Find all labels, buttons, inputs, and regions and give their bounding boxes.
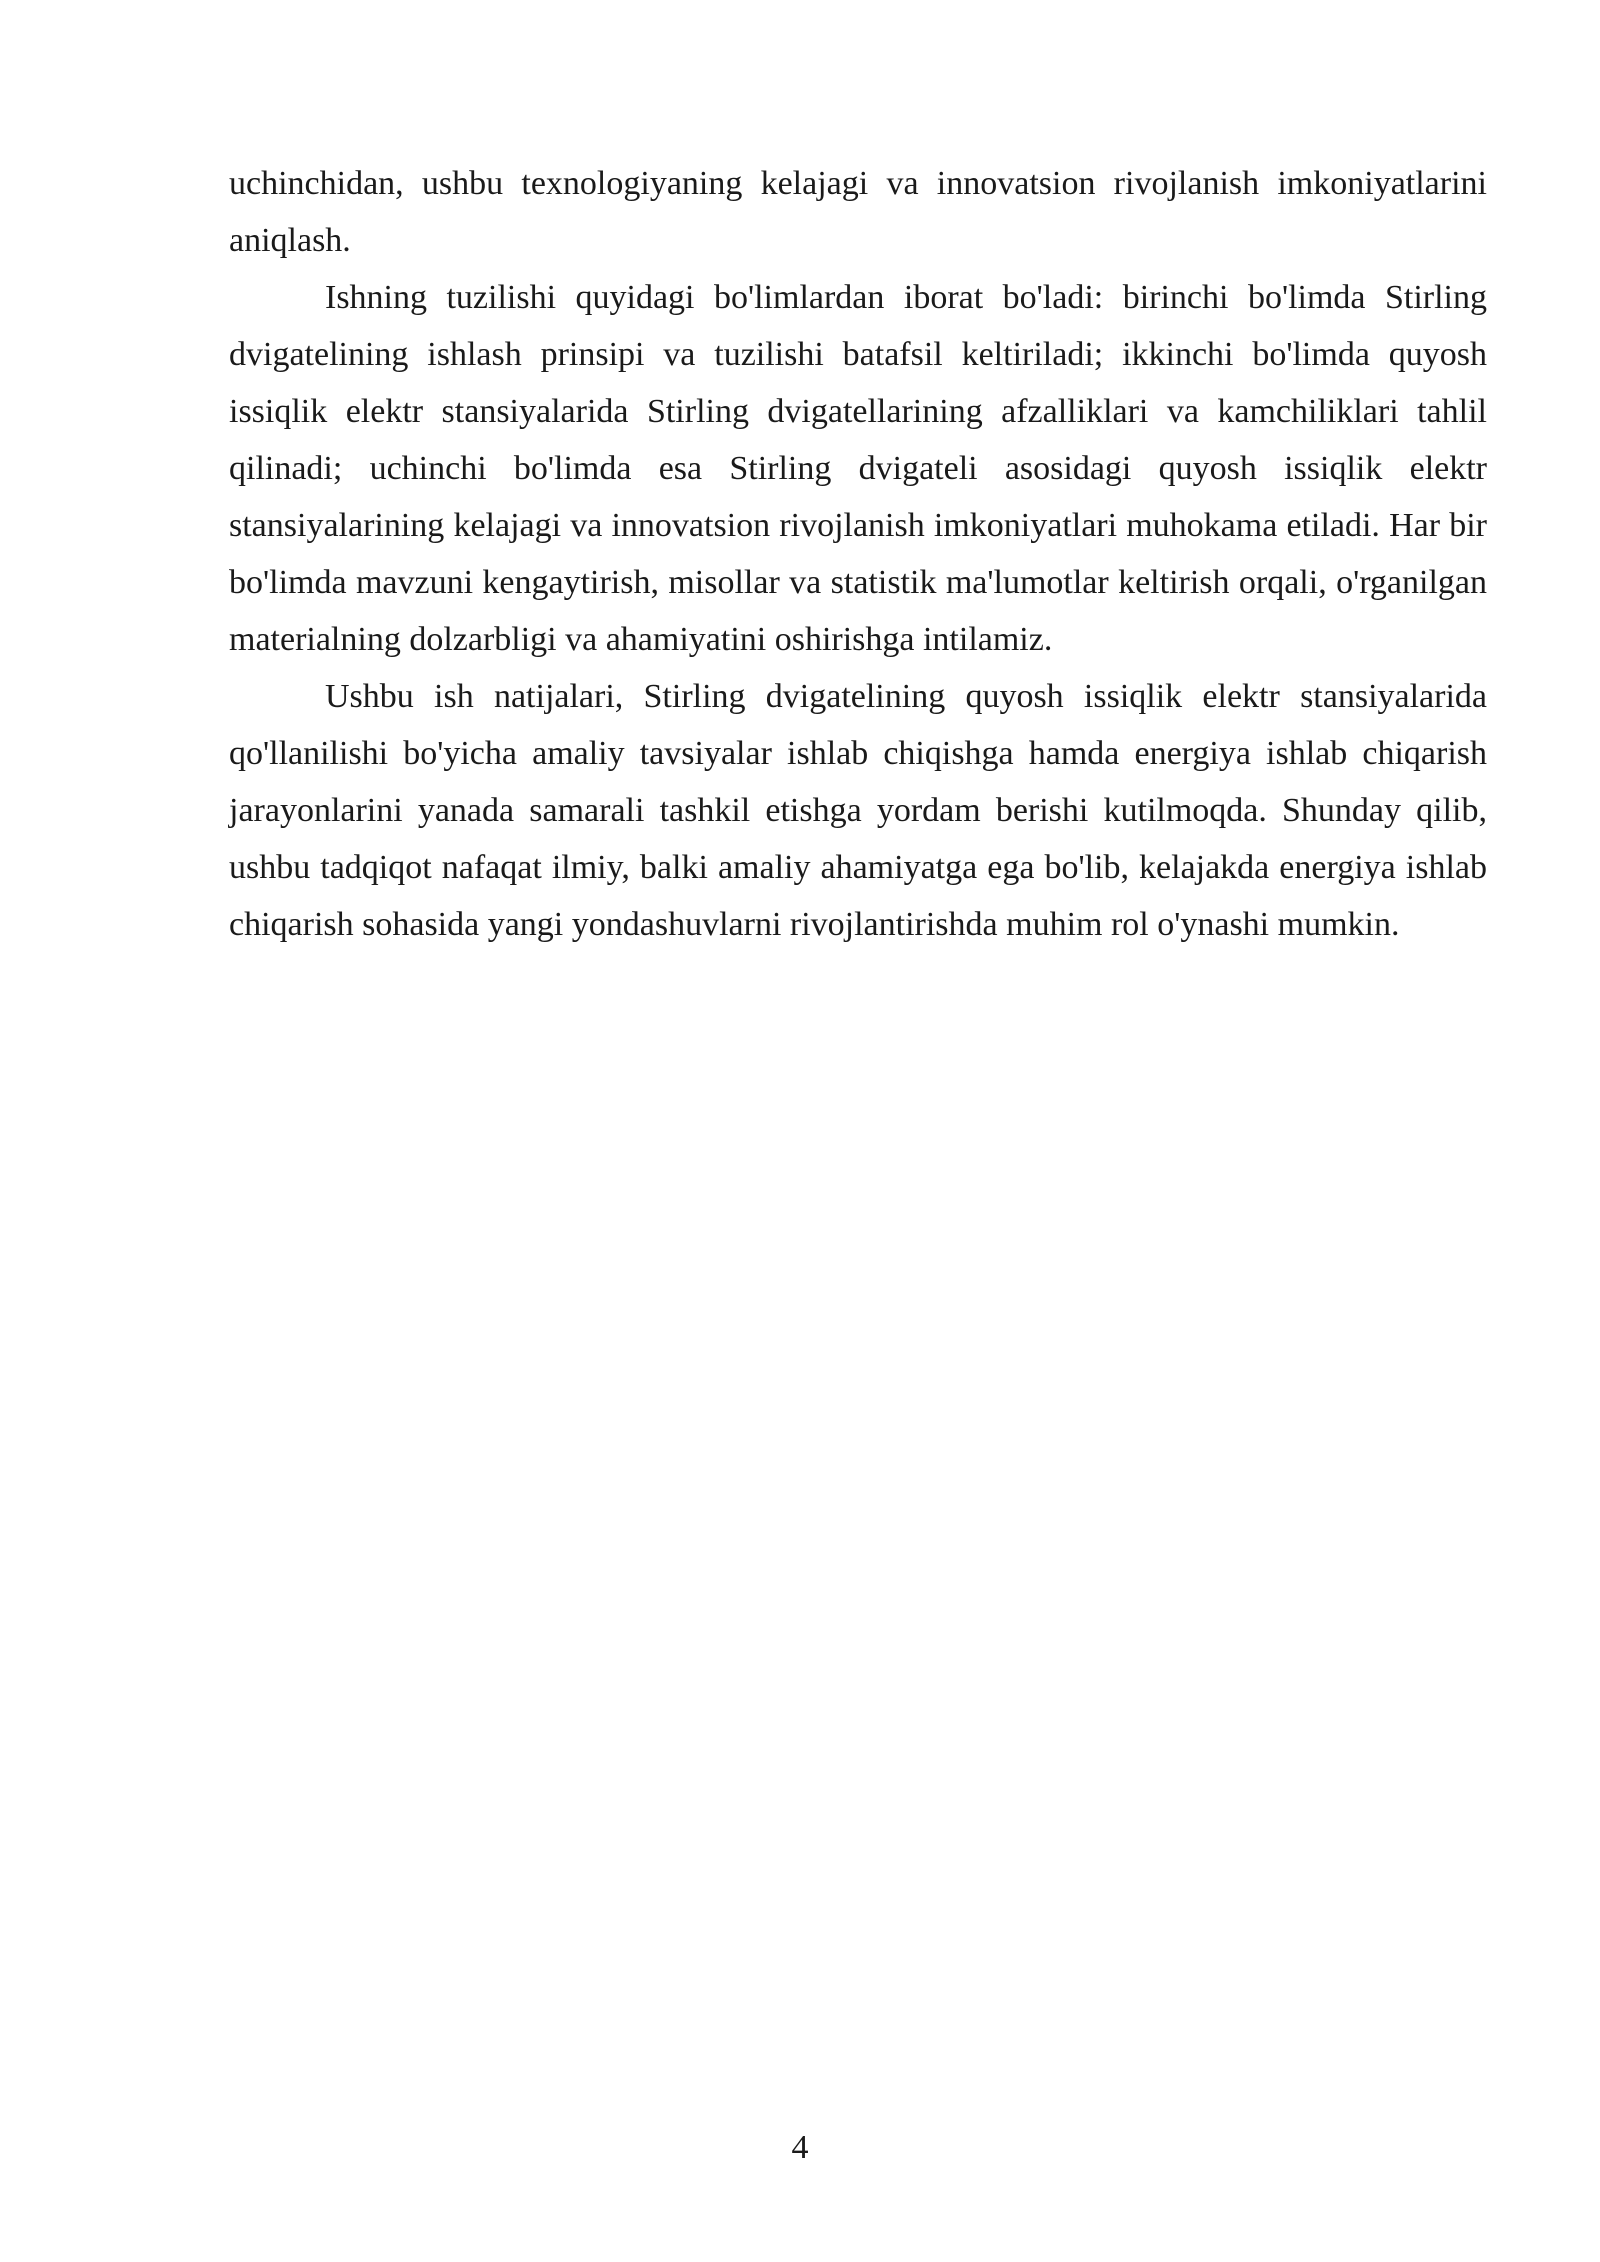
document-body xyxy=(229,155,1487,953)
paragraph-structure: Ishning tuzilishi quyidagi bo'limlardan iborat bo'ladi: birinchi bo'limda Stirling dvigatelining ishlash prinsipi va tuzilishi batafsil keltiriladi; ikkinchi bo'limda quyosh issiqlik elektr stansiyalarida Stirling dvigatellarining afzalliklari va kamchiliklari tahlil qilinadi; uchinchi bo'limda esa Stirling dvigateli asosidagi quyosh issiqlik elektr stansiyalarining kelajagi va innovatsion rivojlanish imkoniyatlari muhokama etiladi. Har bir bo'limda mavzuni kengaytirish, misollar va statistik ma'lumotlar keltirish orqali, o'rganilgan materialning dolzarbligi va ahamiyatini oshirishga intilamiz. xyxy=(229,279,1487,658)
paragraph-results: Ushbu ish natijalari, Stirling dvigatelining quyosh issiqlik elektr stansiyalarida qo'llanilishi bo'yicha amaliy tavsiyalar ishlab chiqishga hamda energiya ishlab chiqarish jarayonlarini yanada samarali tashkil etishga yordam berishi kutilmoqda. Shunday qilib, ushbu tadqiqot nafaqat ilmiy, balki amaliy ahamiyatga ega bo'lib, kelajakda energiya ishlab chiqarish sohasida yangi yondashuvlarni rivojlantirishda muhim rol o'ynashi mumkin. xyxy=(229,678,1487,943)
paragraph-continuation: uchinchidan, ushbu texnologiyaning kelajagi va innovatsion rivojlanish imkoniyatlarini aniqlash. xyxy=(229,165,1487,259)
page-number: 4 xyxy=(791,2129,809,2166)
